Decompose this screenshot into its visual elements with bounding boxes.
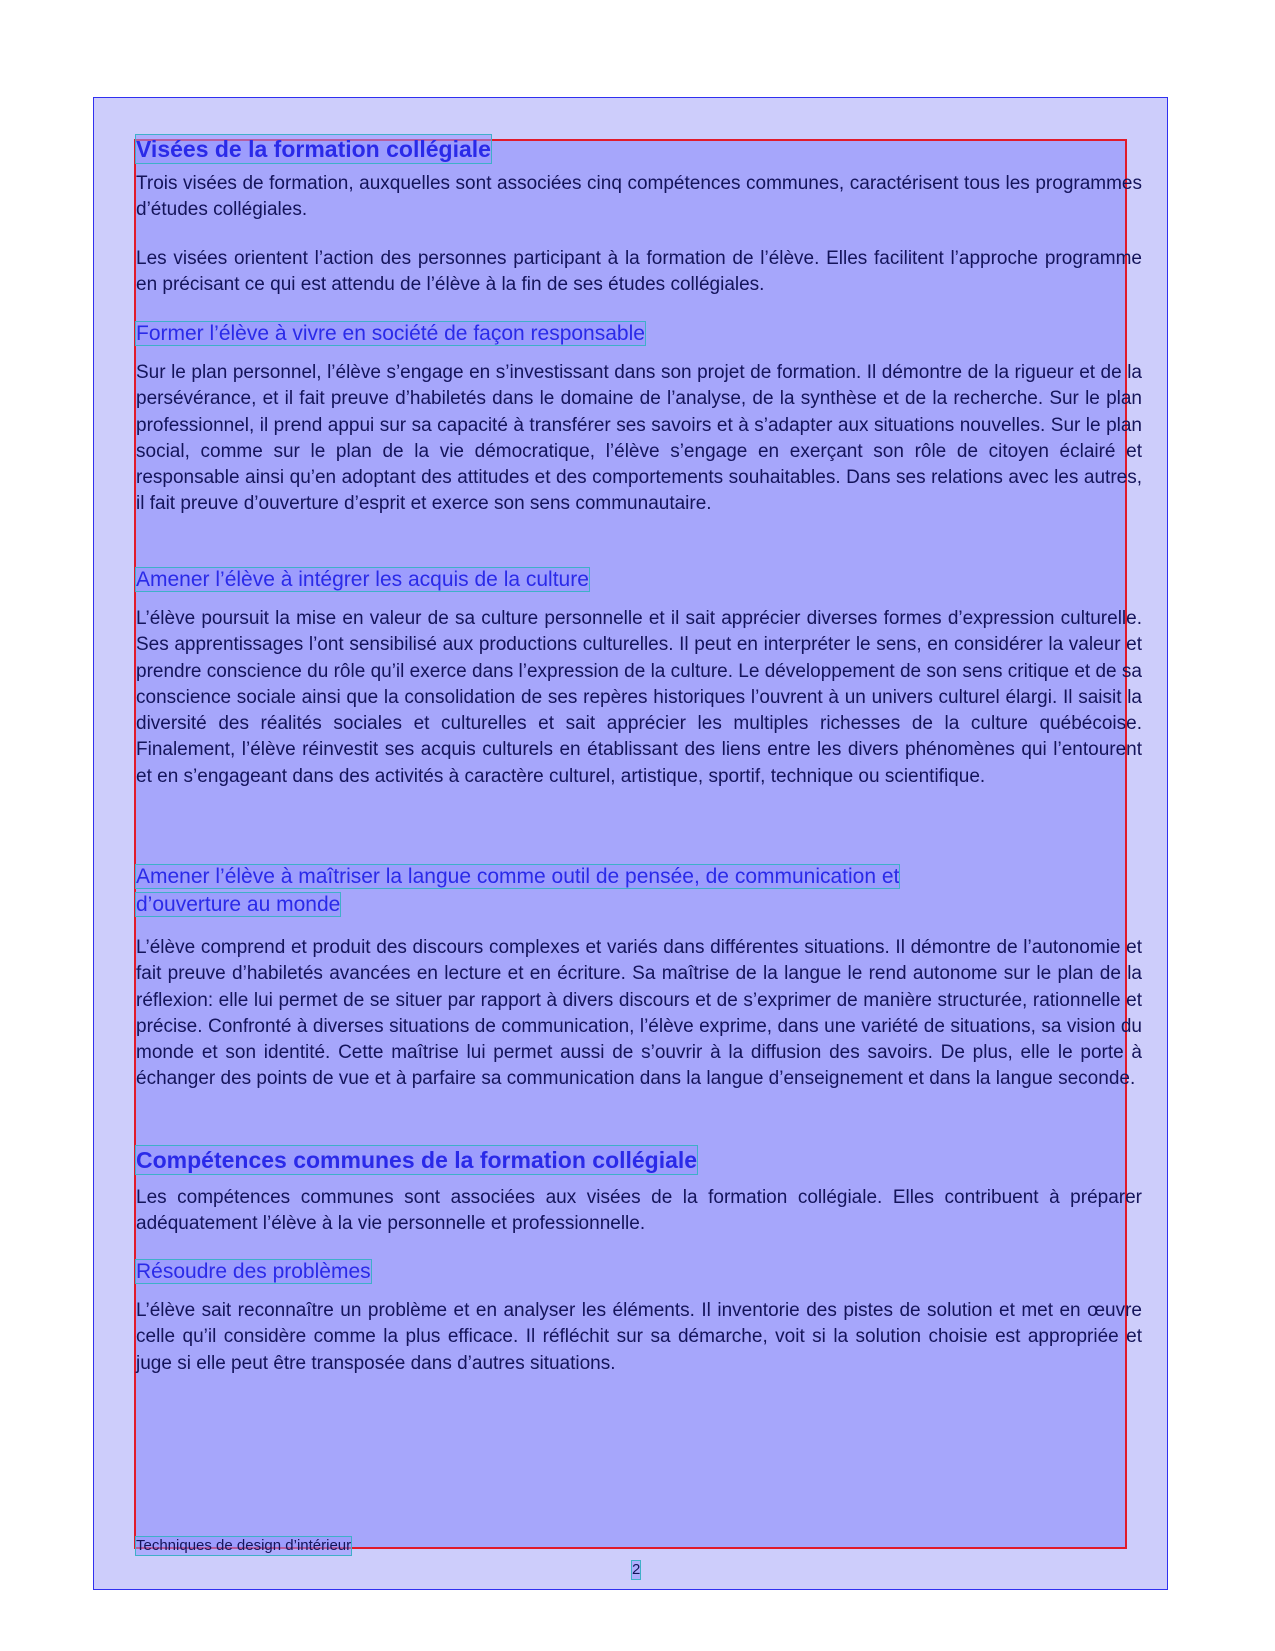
paragraph-langue: L’élève comprend et produit des discours complexes et variés dans différentes situations. Il démontre de l’autonomie et fait preuve d’habiletés avancées en lecture et en écriture. Sa maîtrise de la langue le rend autonome sur le plan de la réflexion: elle lui permet de se situer par rapport à divers discours et de s’exprimer de manière structurée, rationnelle et précise. Confronté à diverses situations de communication, l’élève exprime, dans une variété de situations, sa vision du monde et son identité. Cette maîtrise lui permet aussi de s’ouvrir à la diffusion des savoirs. De plus, elle le porte à échanger des points de vue et à parfaire sa communication dans la langue d’enseignement et dans la langue seconde.	[136, 937, 1142, 1090]
subsection-title-culture	[136, 566, 1142, 594]
paragraph-culture: L’élève poursuit la mise en valeur de sa culture personnelle et il sait apprécier diverses formes d’expression culturelle. Ses apprentissages l’ont sensibilisé aux productions culturelles. Il peut en interpréter le sens, en considérer la valeur et prendre conscience du rôle qu’il exerce dans l’expression de la culture. Le développement de son sens critique et de sa conscience sociale ainsi que la consolidation de ses repères historiques l’ouvrent à un univers culturel élargi. Il saisit la diversité des réalités sociales et culturelles et sait apprécier les multiples richesses de la culture québécoise. Finalement, l’élève réinvestit ses acquis culturels en établissant des liens entre les divers phénomènes qui l’entourent et en s’engageant dans des activités à caractère culturel, artistique, sportif, technique ou scientifique.	[136, 608, 1142, 787]
paragraph-visees-1: Trois visées de formation, auxquelles sont associées cinq compétences communes, caractérisent tous les programmes d’études collégiales.	[136, 173, 1142, 221]
subsection-title-langue	[136, 863, 1142, 919]
subsection-title-langue-line2: d’ouverture au monde	[136, 893, 341, 916]
paragraph-former: Sur le plan personnel, l’élève s’engage en s’investissant dans son projet de formation. Il démontre de la rigueur et de la persévérance, et il fait preuve d’habiletés dans le domaine de l’analyse, de la synthèse et de la recherche. Sur le plan professionnel, il prend appui sur sa capacité à transférer ses savoirs et à s’adapter aux situations nouvelles. Sur le plan social, comme sur le plan de la vie démocratique, l’élève s’engage en exerçant son rôle de citoyen éclairé et responsable ainsi qu’en adoptant des attitudes et des comportements souhaitables. Dans ses relations avec les autres, il fait preuve d’ouverture d’esprit et exerce son sens communautaire.	[136, 362, 1142, 515]
paragraph-visees-2: Les visées orientent l’action des personnes participant à la formation de l’élève. Elles facilitent l’approche programme en précisant ce qui est attendu de l’élève à la fin de ses études collégiales.	[136, 248, 1142, 296]
subsection-title-former	[136, 320, 1142, 348]
section-title-visees: Visées de la formation collégiale	[136, 136, 491, 162]
subsection-title-langue-line1: Amener l’élève à maîtriser la langue comme outil de pensée, de communication et	[136, 865, 900, 888]
subsection-title-resoudre	[136, 1258, 1142, 1286]
paragraph-resoudre: L’élève sait reconnaître un problème et en analyser les éléments. Il inventorie des pistes de solution et met en œuvre celle qu’il considère comme la plus efficace. Il réfléchit sur sa démarche, voit si la solution choisie est appropriée et juge si elle peut être transposée dans d’autres situations.	[136, 1300, 1142, 1374]
subsection-title-culture-text: Amener l’élève à intégrer les acquis de la culture	[136, 568, 589, 591]
paragraph-competences: Les compétences communes sont associées aux visées de la formation collégiale. Elles contribuent à préparer adéquatement l’élève à la vie personnelle et professionnelle.	[136, 1187, 1142, 1235]
footer-program-name: Techniques de design d’intérieur	[136, 1537, 352, 1554]
subsection-title-former-text: Former l’élève à vivre en société de façon responsable	[136, 322, 645, 345]
section-title-competences: Compétences communes de la formation collégiale	[136, 1147, 698, 1173]
subsection-title-resoudre-text: Résoudre des problèmes	[136, 1260, 371, 1283]
page-number: 2	[632, 1561, 641, 1578]
